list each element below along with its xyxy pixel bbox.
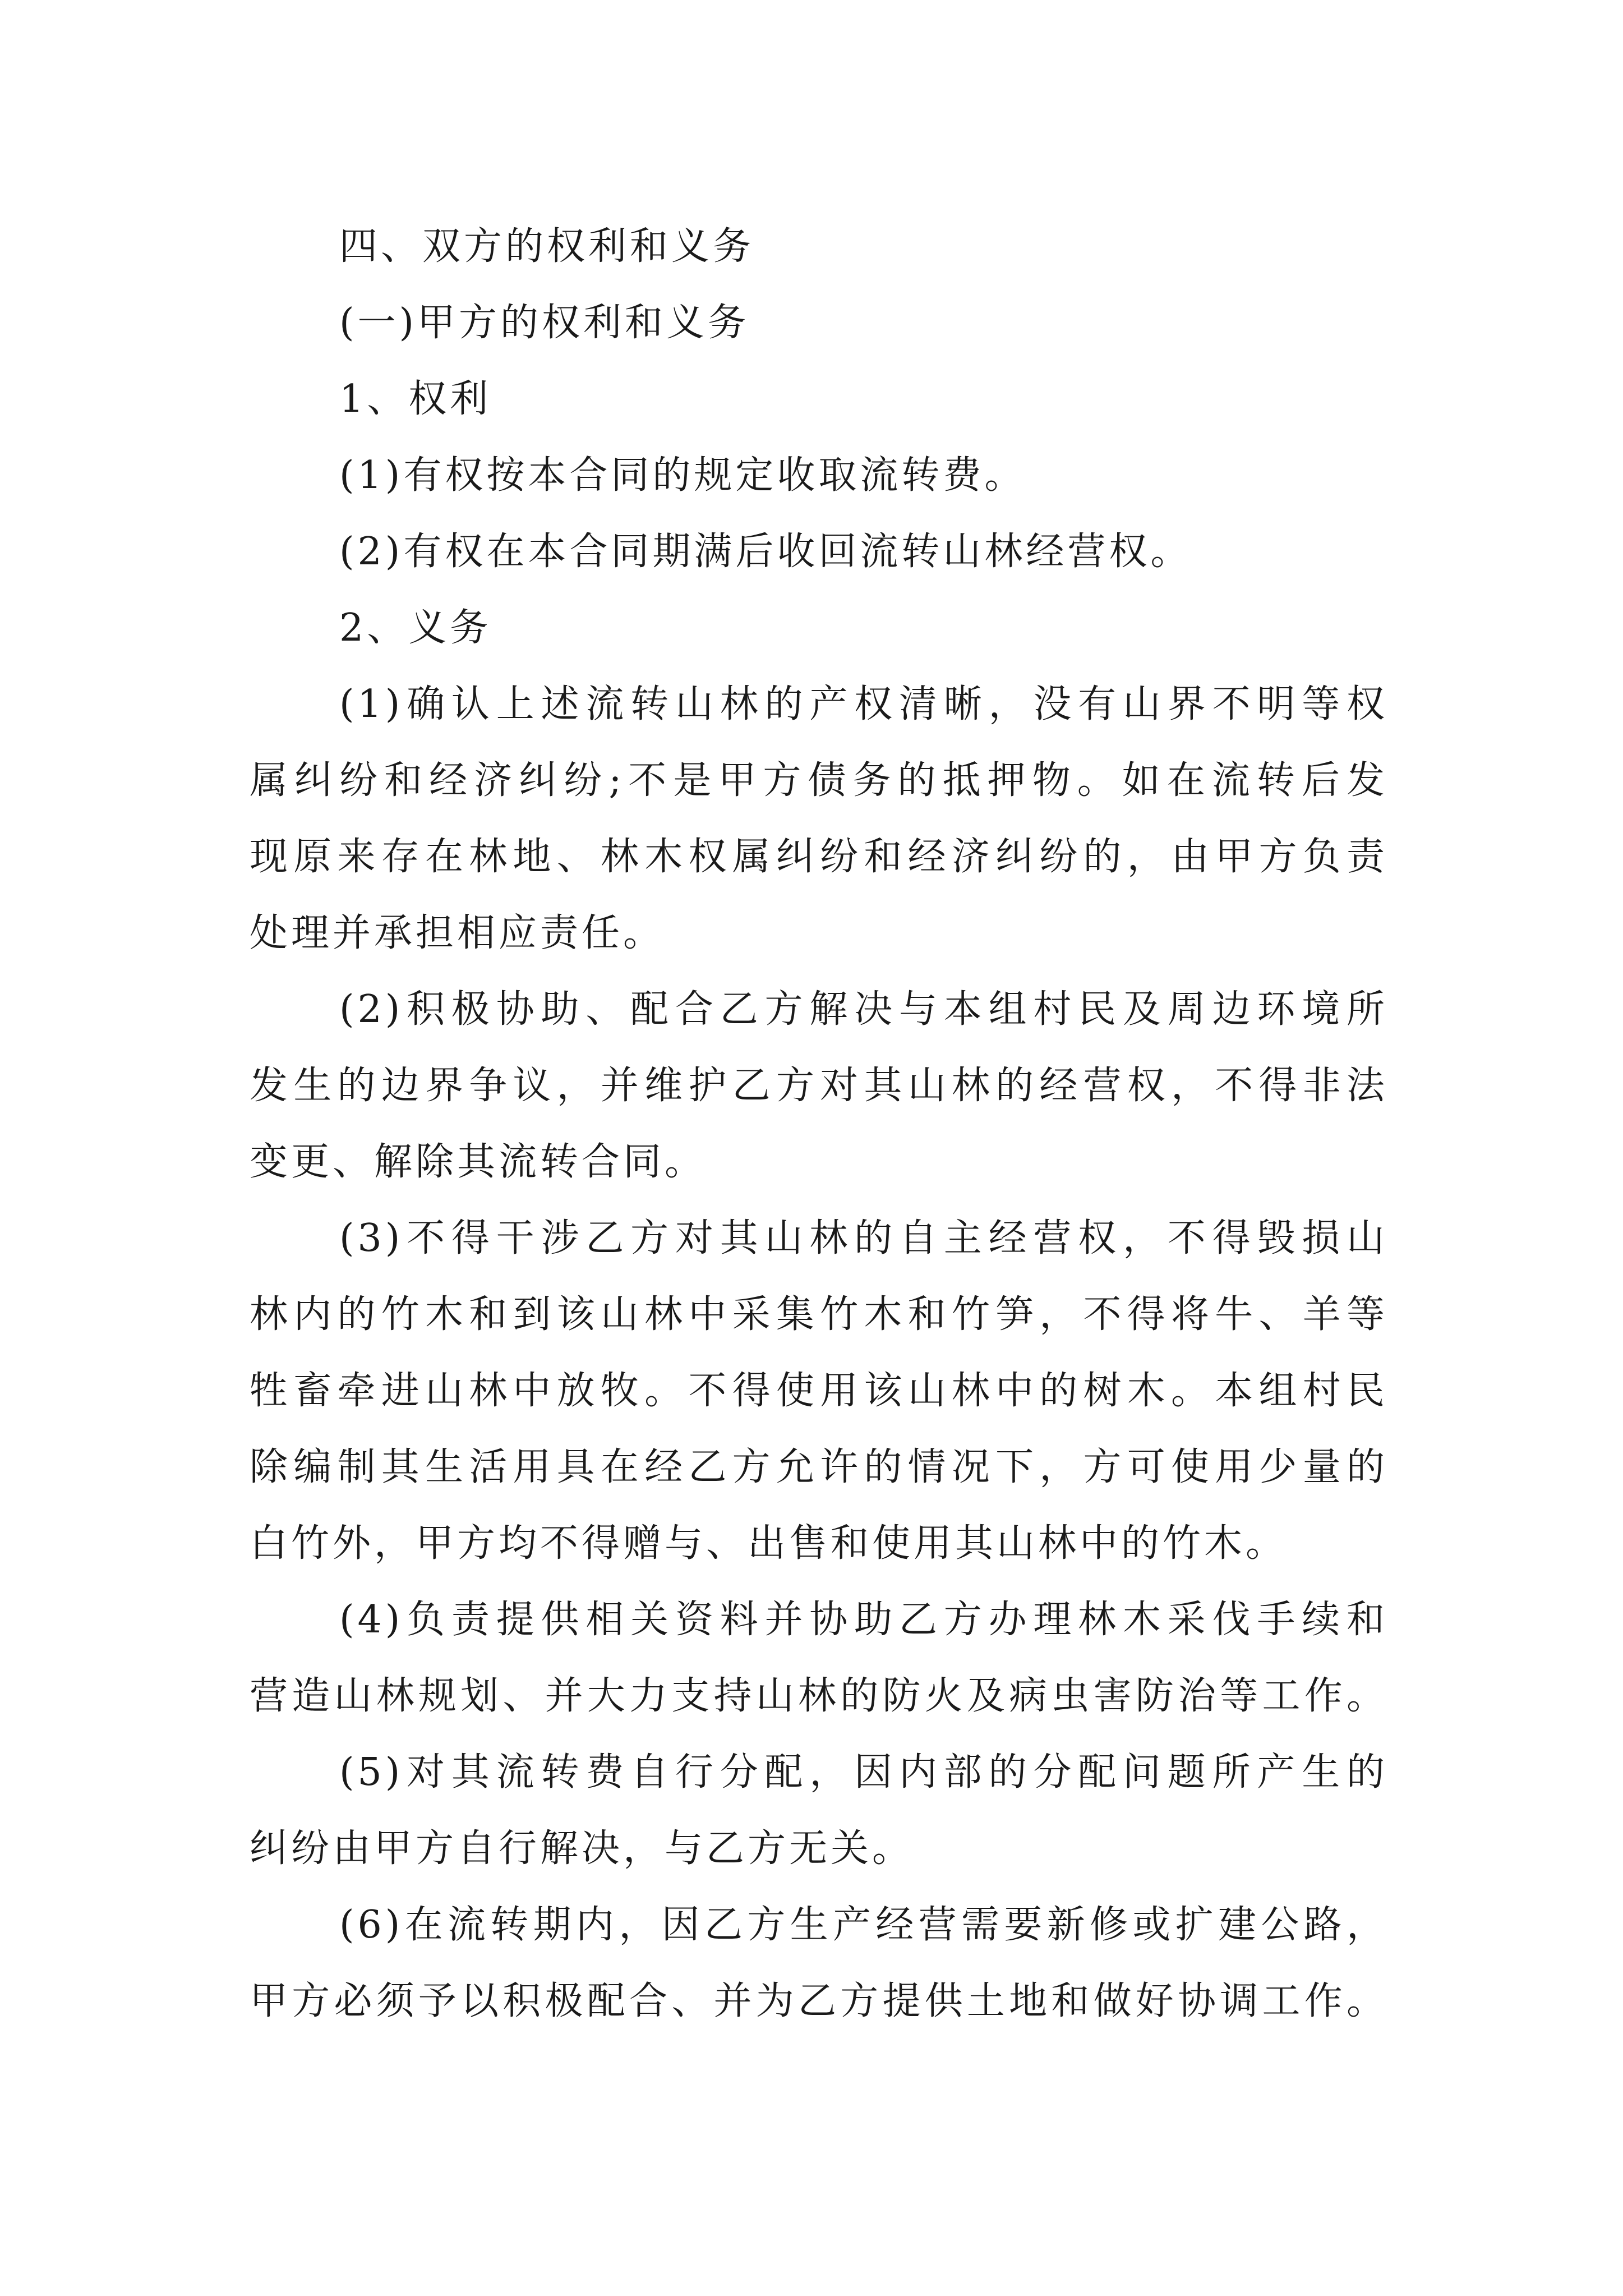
- obligation-4-line: (4)负责提供相关资料并协助乙方办理林木采伐手续和: [339, 1598, 1388, 1642]
- obligation-5-line: (5)对其流转费自行分配，因内部的分配问题所产生的: [339, 1750, 1388, 1795]
- section-heading: 四、双方的权利和义务: [339, 224, 755, 269]
- obligation-1-line: (1)确认上述流转山林的产权清晰，没有山界不明等权: [339, 682, 1388, 726]
- obligation-6-line: 甲方必须予以积极配合、并为乙方提供土地和做好协调工作。: [250, 1979, 1388, 2023]
- obligation-3-line: 除编制其生活用具在经乙方允许的情况下，方可使用少量的: [250, 1445, 1388, 1489]
- obligation-3-line: (3)不得干涉乙方对其山林的自主经营权，不得毁损山: [339, 1216, 1388, 1260]
- obligation-2-line: 变更、解除其流转合同。: [250, 1140, 707, 1184]
- obligation-2-line: (2)积极协助、配合乙方解决与本组村民及周边环境所: [339, 987, 1388, 1032]
- obligation-1-line: 处理并承担相应责任。: [250, 911, 665, 955]
- obligation-1-line: 属纠纷和经济纠纷;不是甲方债务的抵押物。如在流转后发: [250, 758, 1388, 803]
- obligation-4-line: 营造山林规划、并大力支持山林的防火及病虫害防治等工作。: [250, 1674, 1388, 1718]
- rights-item-1: (1)有权按本合同的规定收取流转费。: [339, 453, 1026, 498]
- obligation-3-line: 白竹外，甲方均不得赠与、出售和使用其山林中的竹木。: [250, 1521, 1288, 1566]
- rights-item-2: (2)有权在本合同期满后收回流转山林经营权。: [339, 530, 1192, 574]
- obligation-1-line: 现原来存在林地、林木权属纠纷和经济纠纷的，由甲方负责: [250, 835, 1388, 879]
- rights-heading: 1、权利: [339, 377, 492, 421]
- obligation-3-line: 林内的竹木和到该山林中采集竹木和竹笋，不得将牛、羊等: [250, 1292, 1388, 1337]
- obligation-3-line: 牲畜牵进山林中放牧。不得使用该山林中的树木。本组村民: [250, 1369, 1388, 1413]
- obligation-2-line: 发生的边界争议，并维护乙方对其山林的经营权，不得非法: [250, 1064, 1388, 1108]
- obligations-heading: 2、义务: [339, 606, 492, 650]
- subsection-heading: (一)甲方的权利和义务: [339, 301, 750, 345]
- obligation-6-line: (6)在流转期内，因乙方生产经营需要新修或扩建公路，: [339, 1903, 1388, 1947]
- document-body: [250, 209, 1388, 2040]
- obligation-5-line: 纠纷由甲方自行解决，与乙方无关。: [250, 1826, 914, 1871]
